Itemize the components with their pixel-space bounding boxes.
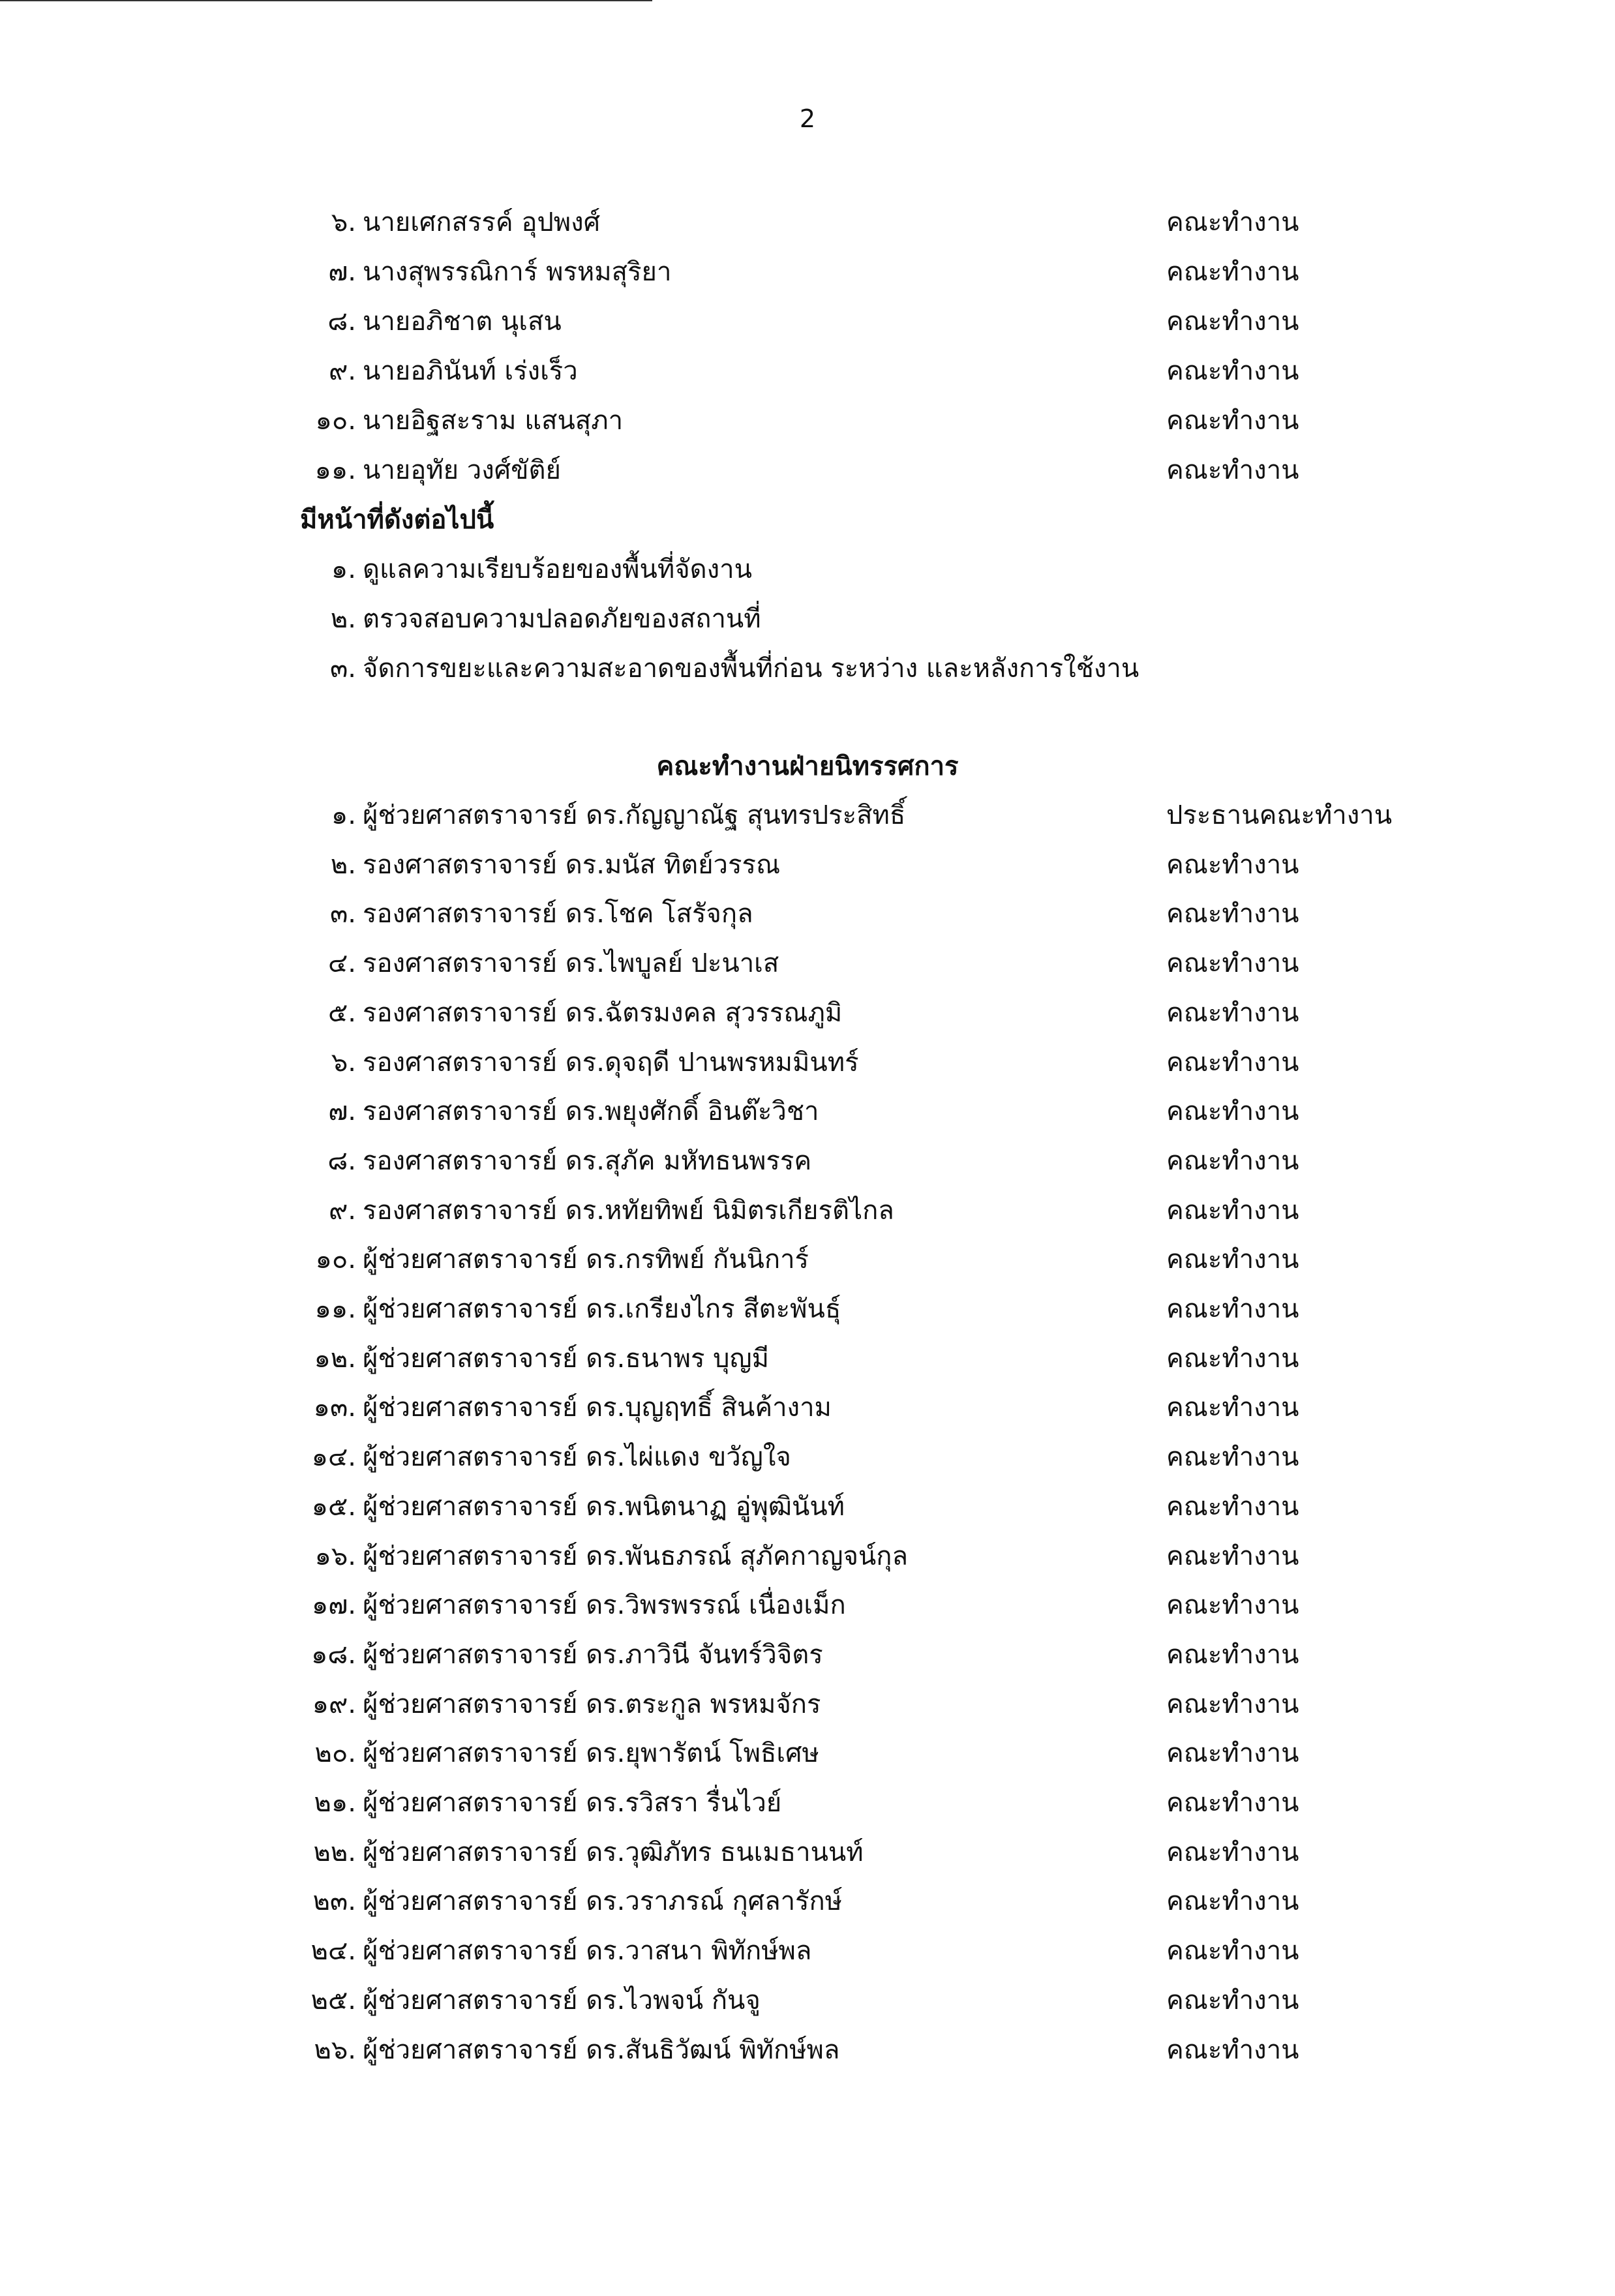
item-number: ๓. xyxy=(329,654,356,684)
item-number: ๑๑. xyxy=(314,455,356,485)
member-role: คณะทำงาน xyxy=(1166,455,1299,485)
duty-text: ตรวจสอบความปลอดภัยของสถานที่ xyxy=(363,604,761,634)
member-role: คณะทำงาน xyxy=(1166,1294,1299,1324)
member-row xyxy=(0,1978,1615,2023)
member-name: ผู้ช่วยศาสตราจารย์ ดร.วิพรพรรณ์ เนื่องเม็ก xyxy=(363,1590,846,1621)
member-row xyxy=(0,249,1615,295)
member-role: คณะทำงาน xyxy=(1166,257,1299,287)
member-row xyxy=(0,990,1615,1036)
item-number: ๔. xyxy=(328,948,356,979)
member-row xyxy=(0,1237,1615,1282)
item-number: ๒๑. xyxy=(314,1788,356,1818)
member-row xyxy=(0,793,1615,838)
member-row xyxy=(0,1830,1615,1875)
item-number: ๑๖. xyxy=(314,1541,356,1571)
member-name: รองศาสตราจารย์ ดร.มนัส ทิตย์วรรณ xyxy=(363,849,781,880)
item-number: ๑. xyxy=(331,554,356,584)
member-row xyxy=(0,1336,1615,1382)
item-number: ๒๐. xyxy=(314,1738,356,1769)
item-number: ๑๔. xyxy=(311,1442,356,1473)
member-row xyxy=(0,891,1615,937)
member-name: ผู้ช่วยศาสตราจารย์ ดร.ยุพารัตน์ โพธิเศษ xyxy=(363,1738,819,1769)
member-name: ผู้ช่วยศาสตราจารย์ ดร.วุฒิภัทร ธนเมธานนท์ xyxy=(363,1837,864,1867)
member-name: รองศาสตราจารย์ ดร.หทัยทิพย์ นิมิตรเกียรติไกล xyxy=(363,1195,894,1226)
item-number: ๒. xyxy=(330,849,356,880)
member-role: คณะทำงาน xyxy=(1166,1047,1299,1078)
item-number: ๑๑. xyxy=(314,1294,356,1324)
member-name: ผู้ช่วยศาสตราจารย์ ดร.บุญฤทธิ์ สินค้างาม xyxy=(363,1393,832,1423)
member-row xyxy=(0,1089,1615,1134)
member-name: รองศาสตราจารย์ ดร.ดุจฤดี ปานพรหมมินทร์ xyxy=(363,1047,859,1078)
member-name: ผู้ช่วยศาสตราจารย์ ดร.สันธิวัฒน์ พิทักษ์พล xyxy=(363,2034,840,2065)
member-role: คณะทำงาน xyxy=(1166,1343,1299,1374)
member-role: คณะทำงาน xyxy=(1166,849,1299,880)
member-name: นายอภินันท์ เร่งเร็ว xyxy=(363,356,578,386)
member-role: คณะทำงาน xyxy=(1166,356,1299,386)
member-name: ผู้ช่วยศาสตราจารย์ ดร.วราภรณ์ กุศลารักษ์ xyxy=(363,1886,843,1917)
section-title: คณะทำงานฝ่ายนิทรรศการ xyxy=(656,751,959,781)
member-row xyxy=(0,1138,1615,1184)
member-role: คณะทำงาน xyxy=(1166,1590,1299,1621)
member-name: รองศาสตราจารย์ ดร.โชค โสรัจกุล xyxy=(363,899,753,929)
scan-edge-line xyxy=(0,0,652,1)
member-role: ประธานคณะทำงาน xyxy=(1166,800,1393,830)
item-number: ๗. xyxy=(328,257,356,287)
member-role: คณะทำงาน xyxy=(1166,1096,1299,1127)
member-row xyxy=(0,1780,1615,1826)
member-row xyxy=(0,1632,1615,1678)
item-number: ๖. xyxy=(331,1047,356,1078)
item-number: ๘. xyxy=(327,307,356,337)
member-row xyxy=(0,447,1615,493)
member-name: ผู้ช่วยศาสตราจารย์ ดร.ตระกูล พรหมจักร xyxy=(363,1689,821,1719)
member-role: คณะทำงาน xyxy=(1166,2034,1299,2065)
member-role: คณะทำงาน xyxy=(1166,948,1299,979)
item-number: ๘. xyxy=(327,1145,356,1176)
member-name: ผู้ช่วยศาสตราจารย์ ดร.ไผ่แดง ขวัญใจ xyxy=(363,1442,791,1473)
duty-item xyxy=(0,596,1615,642)
member-row xyxy=(0,1879,1615,1924)
member-role: คณะทำงาน xyxy=(1166,1195,1299,1226)
member-name: นายอภิชาต นุเสน xyxy=(363,307,562,337)
item-number: ๖. xyxy=(331,207,356,237)
member-name: รองศาสตราจารย์ ดร.ไพบูลย์ ปะนาเส xyxy=(363,948,779,979)
item-number: ๑๐. xyxy=(315,1245,356,1275)
member-name: ผู้ช่วยศาสตราจารย์ ดร.รวิสรา รื่นไวย์ xyxy=(363,1788,782,1818)
item-number: ๗. xyxy=(328,1096,356,1127)
member-role: คณะทำงาน xyxy=(1166,1393,1299,1423)
item-number: ๑๐. xyxy=(315,406,356,436)
member-role: คณะทำงาน xyxy=(1166,1491,1299,1522)
item-number: ๒๒. xyxy=(313,1837,356,1867)
member-role: คณะทำงาน xyxy=(1166,1541,1299,1571)
member-row xyxy=(0,1040,1615,1085)
member-row xyxy=(0,842,1615,888)
member-row xyxy=(0,1682,1615,1727)
duties-heading: มีหน้าที่ดังต่อไปนี้ xyxy=(300,505,494,535)
member-role: คณะทำงาน xyxy=(1166,1738,1299,1769)
item-number: ๑๗. xyxy=(311,1590,356,1621)
member-role: คณะทำงาน xyxy=(1166,1145,1299,1176)
member-name: นายเศกสรรค์ อุปพงศ์ xyxy=(363,207,601,237)
member-role: คณะทำงาน xyxy=(1166,1442,1299,1473)
member-name: ผู้ช่วยศาสตราจารย์ ดร.ไวพจน์ กันจู xyxy=(363,1985,761,2016)
member-row xyxy=(0,398,1615,444)
item-number: ๕. xyxy=(328,997,356,1028)
member-role: คณะทำงาน xyxy=(1166,207,1299,237)
member-name: ผู้ช่วยศาสตราจารย์ ดร.เกรียงไกร สีตะพันธุ์ xyxy=(363,1294,841,1324)
item-number: ๒๖. xyxy=(314,2034,356,2065)
member-row xyxy=(0,1533,1615,1579)
member-row xyxy=(0,1582,1615,1628)
member-name: ผู้ช่วยศาสตราจารย์ ดร.กัญญาณัฐ สุนทรประสิทธิ์ xyxy=(363,800,906,830)
member-role: คณะทำงาน xyxy=(1166,1886,1299,1917)
member-row xyxy=(0,299,1615,344)
member-row xyxy=(0,348,1615,394)
member-name: ผู้ช่วยศาสตราจารย์ ดร.ภาวินี จันทร์วิจิตร xyxy=(363,1639,823,1670)
member-row xyxy=(0,941,1615,986)
item-number: ๑๕. xyxy=(311,1491,356,1522)
member-row xyxy=(0,1286,1615,1332)
member-row xyxy=(0,1385,1615,1430)
member-name: ผู้ช่วยศาสตราจารย์ ดร.กรทิพย์ กันนิการ์ xyxy=(363,1245,809,1275)
member-row xyxy=(0,1434,1615,1480)
member-name: นายอุทัย วงศ์ขัติย์ xyxy=(363,455,561,485)
member-role: คณะทำงาน xyxy=(1166,899,1299,929)
item-number: ๒๔. xyxy=(310,1936,356,1967)
member-row xyxy=(0,1928,1615,1974)
member-row xyxy=(0,2027,1615,2073)
duty-item xyxy=(0,646,1615,691)
duty-text: จัดการขยะและความสะอาดของพื้นที่ก่อน ระหว่าง และหลังการใช้งาน xyxy=(363,654,1140,684)
item-number: ๒๕. xyxy=(310,1985,356,2016)
member-row xyxy=(0,200,1615,245)
member-name: นายอิฐสะราม แสนสุภา xyxy=(363,406,624,436)
item-number: ๒๓. xyxy=(312,1886,356,1917)
member-name: ผู้ช่วยศาสตราจารย์ ดร.พันธภรณ์ สุภัคกาญจน์กุล xyxy=(363,1541,908,1571)
member-role: คณะทำงาน xyxy=(1166,1639,1299,1670)
member-row xyxy=(0,1188,1615,1233)
page-number: 2 xyxy=(799,104,816,133)
member-role: คณะทำงาน xyxy=(1166,997,1299,1028)
member-role: คณะทำงาน xyxy=(1166,406,1299,436)
member-name: ผู้ช่วยศาสตราจารย์ ดร.พนิตนาฏ อู่พุฒินันท์ xyxy=(363,1491,845,1522)
member-name: นางสุพรรณิการ์ พรหมสุริยา xyxy=(363,257,672,287)
member-name: รองศาสตราจารย์ ดร.พยุงศักดิ์ อินต๊ะวิชา xyxy=(363,1096,819,1127)
member-role: คณะทำงาน xyxy=(1166,1689,1299,1719)
item-number: ๑๓. xyxy=(313,1393,356,1423)
member-name: ผู้ช่วยศาสตราจารย์ ดร.วาสนา พิทักษ์พล xyxy=(363,1936,812,1967)
item-number: ๙. xyxy=(328,356,356,386)
member-role: คณะทำงาน xyxy=(1166,307,1299,337)
member-role: คณะทำงาน xyxy=(1166,1837,1299,1867)
item-number: ๑. xyxy=(331,800,356,830)
member-role: คณะทำงาน xyxy=(1166,1788,1299,1818)
member-role: คณะทำงาน xyxy=(1166,1245,1299,1275)
member-name: ผู้ช่วยศาสตราจารย์ ดร.ธนาพร บุญมี xyxy=(363,1343,770,1374)
member-name: รองศาสตราจารย์ ดร.สุภัค มหัทธนพรรค xyxy=(363,1145,812,1176)
duty-text: ดูแลความเรียบร้อยของพื้นที่จัดงาน xyxy=(363,554,752,584)
member-row xyxy=(0,1484,1615,1530)
member-role: คณะทำงาน xyxy=(1166,1985,1299,2016)
duty-item xyxy=(0,547,1615,592)
item-number: ๒. xyxy=(330,604,356,634)
member-name: รองศาสตราจารย์ ดร.ฉัตรมงคล สุวรรณภูมิ xyxy=(363,997,843,1028)
member-role: คณะทำงาน xyxy=(1166,1936,1299,1967)
item-number: ๙. xyxy=(328,1195,356,1226)
item-number: ๓. xyxy=(329,899,356,929)
item-number: ๑๙. xyxy=(312,1689,356,1719)
member-row xyxy=(0,1730,1615,1776)
item-number: ๑๘. xyxy=(311,1639,356,1670)
item-number: ๑๒. xyxy=(314,1343,356,1374)
